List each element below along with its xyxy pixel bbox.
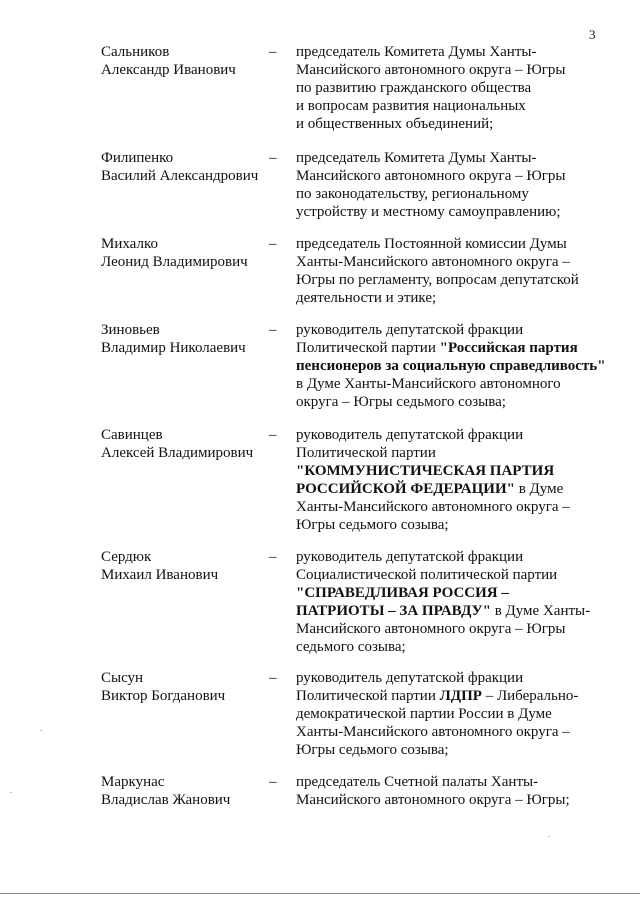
desc-text: Политической партии <box>296 340 440 356</box>
desc-line: Югры по регламенту, вопросам депутатской <box>296 272 579 288</box>
desc-line: руководитель депутатской фракции <box>296 322 524 338</box>
position-description <box>296 773 606 809</box>
surname: Савинцев <box>101 427 163 443</box>
desc-line <box>296 462 606 480</box>
desc-line: и вопросам развития национальных <box>296 98 526 114</box>
desc-text: в Думе Ханты- <box>490 603 591 619</box>
footer-divider <box>0 893 640 894</box>
person-name <box>101 669 271 705</box>
desc-line: Социалистической политической партии <box>296 567 558 583</box>
given-name: Виктор Богданович <box>101 688 226 704</box>
scan-speck <box>548 836 550 837</box>
desc-line: Политической партии <box>296 445 436 461</box>
given-name: Леонид Владимирович <box>101 254 248 270</box>
position-description <box>296 235 606 307</box>
desc-line: и общественных объединений; <box>296 116 494 132</box>
surname: Зиновьев <box>101 322 160 338</box>
desc-line: председатель Комитета Думы Ханты- <box>296 44 537 60</box>
surname: Маркунас <box>101 774 165 790</box>
desc-text: – Либерально- <box>481 688 579 704</box>
dash: – <box>269 322 277 338</box>
dash: – <box>269 774 277 790</box>
person-name <box>101 426 271 462</box>
person-name <box>101 43 271 79</box>
desc-line: Ханты-Мансийского автономного округа – <box>296 724 570 740</box>
scan-speck <box>40 730 42 731</box>
desc-text: Политической партии <box>296 688 440 704</box>
desc-line <box>296 584 606 602</box>
given-name: Владислав Жанович <box>101 792 231 808</box>
position-description <box>296 426 606 534</box>
page-number: 3 <box>589 27 596 42</box>
desc-line: Мансийского автономного округа – Югры <box>296 621 566 637</box>
given-name: Михаил Иванович <box>101 567 219 583</box>
desc-line <box>296 687 606 705</box>
desc-line: округа – Югры седьмого созыва; <box>296 394 506 410</box>
desc-line: руководитель депутатской фракции <box>296 549 524 565</box>
person-name <box>101 548 271 584</box>
desc-line: деятельности и этике; <box>296 290 437 306</box>
person-name <box>101 773 271 809</box>
dash: – <box>269 150 277 166</box>
desc-text: в Думе <box>514 481 564 497</box>
desc-line <box>296 339 606 357</box>
party-name: РОССИЙСКОЙ ФЕДЕРАЦИИ" <box>296 481 515 497</box>
scan-speck <box>10 792 12 793</box>
dash: – <box>269 236 277 252</box>
desc-line <box>296 357 606 375</box>
person-name <box>101 235 271 271</box>
party-name: ЛДПР <box>439 688 482 704</box>
desc-line: руководитель депутатской фракции <box>296 670 524 686</box>
desc-line: по законодательству, региональному <box>296 186 529 202</box>
surname: Сердюк <box>101 549 152 565</box>
desc-line: демократической партии России в Думе <box>296 706 552 722</box>
dash: – <box>269 670 277 686</box>
desc-line: председатель Постоянной комиссии Думы <box>296 236 567 252</box>
given-name: Александр Иванович <box>101 62 236 78</box>
given-name: Василий Александрович <box>101 168 259 184</box>
desc-line: Югры седьмого созыва; <box>296 742 449 758</box>
party-name: "Российская партия <box>439 340 578 356</box>
desc-line: председатель Комитета Думы Ханты- <box>296 150 537 166</box>
desc-line: Югры седьмого созыва; <box>296 517 449 533</box>
desc-line: в Думе Ханты-Мансийского автономного <box>296 376 561 392</box>
surname: Филипенко <box>101 150 174 166</box>
given-name: Владимир Николаевич <box>101 340 246 356</box>
party-name: ПАТРИОТЫ – ЗА ПРАВДУ" <box>296 603 491 619</box>
surname: Михалко <box>101 236 158 252</box>
desc-line: Мансийского автономного округа – Югры <box>296 62 566 78</box>
position-description <box>296 669 606 759</box>
desc-line: руководитель депутатской фракции <box>296 427 524 443</box>
desc-line: по развитию гражданского общества <box>296 80 532 96</box>
party-name: "СПРАВЕДЛИВАЯ РОССИЯ – <box>296 585 509 601</box>
desc-line: Ханты-Мансийского автономного округа – <box>296 254 570 270</box>
person-name <box>101 149 271 185</box>
dash: – <box>269 44 277 60</box>
desc-line: Мансийского автономного округа – Югры; <box>296 792 570 808</box>
desc-line: устройству и местному самоуправлению; <box>296 204 561 220</box>
surname: Сальников <box>101 44 170 60</box>
position-description <box>296 548 606 656</box>
desc-line <box>296 602 606 620</box>
desc-line: Мансийского автономного округа – Югры <box>296 168 566 184</box>
position-description <box>296 149 606 221</box>
surname: Сысун <box>101 670 144 686</box>
party-name: пенсионеров за социальную справедливость" <box>296 358 606 374</box>
desc-line: Ханты-Мансийского автономного округа – <box>296 499 570 515</box>
party-name: "КОММУНИСТИЧЕСКАЯ ПАРТИЯ <box>296 463 555 479</box>
desc-line: председатель Счетной палаты Ханты- <box>296 774 539 790</box>
dash: – <box>269 427 277 443</box>
person-name <box>101 321 271 357</box>
position-description <box>296 43 606 133</box>
position-description <box>296 321 606 411</box>
desc-line: седьмого созыва; <box>296 639 406 655</box>
desc-line <box>296 480 606 498</box>
given-name: Алексей Владимирович <box>101 445 254 461</box>
dash: – <box>269 549 277 565</box>
